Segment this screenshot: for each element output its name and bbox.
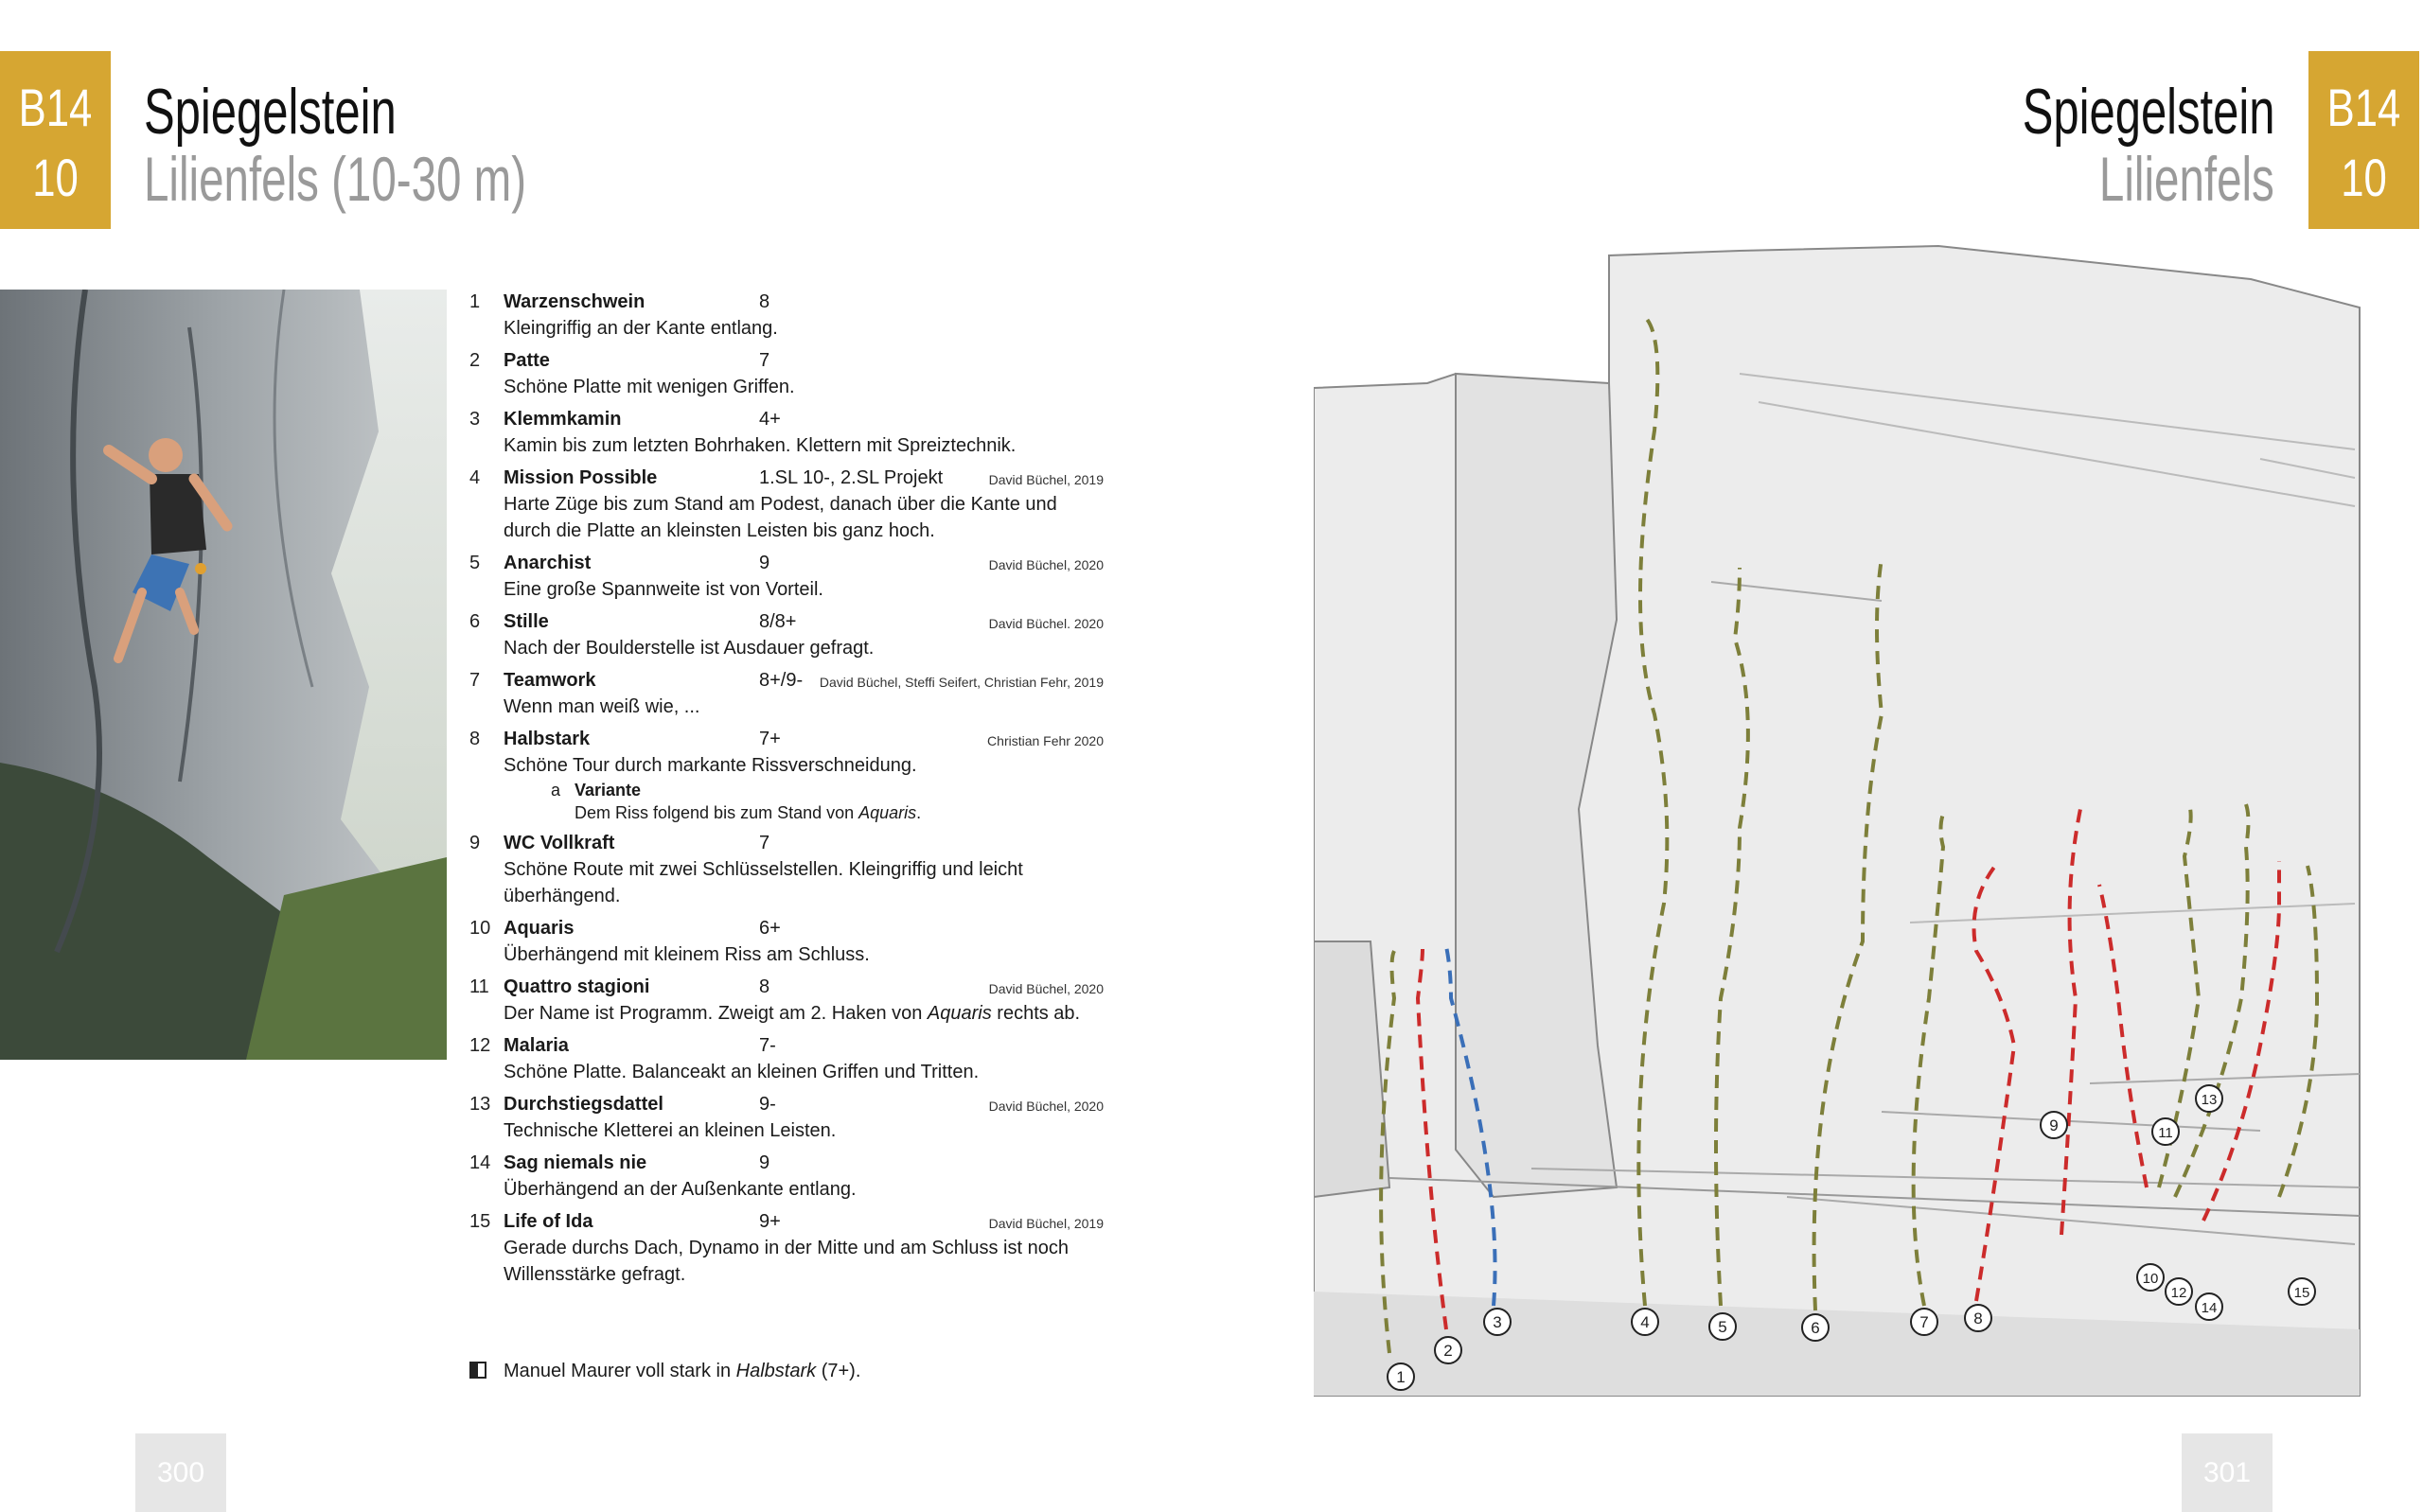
route-name: Sag niemals nie [504, 1152, 647, 1173]
svg-text:2: 2 [1443, 1342, 1453, 1360]
route-number: 1 [469, 291, 481, 312]
route-item [469, 608, 1104, 661]
route-number: 10 [469, 918, 491, 939]
photo-caption [469, 1361, 860, 1382]
variant-label: a [551, 781, 561, 800]
route-item [469, 667, 1104, 720]
route-description: Schöne Route mit zwei Schlüsselstellen. Kleingriffig und leicht überhängend. [504, 859, 1023, 906]
route-description: Überhängend mit kleinem Riss am Schluss. [504, 944, 870, 965]
route-list [469, 289, 1104, 1293]
route-name: Klemmkamin [504, 409, 622, 430]
route-grade: 9 [759, 553, 770, 573]
route-number: 13 [469, 1094, 491, 1115]
svg-text:12: 12 [2170, 1285, 2187, 1301]
route-number: 6 [469, 611, 481, 632]
route-name: Warzenschwein [504, 291, 646, 312]
svg-text:14: 14 [2201, 1300, 2218, 1316]
chapter-tab-left [0, 51, 111, 229]
route-description: Gerade durchs Dach, Dynamo in der Mitte und am Schluss ist noch Willensstärke gefragt. [504, 1238, 1069, 1285]
route-number: 8 [469, 729, 481, 749]
route-author: David Büchel, 2019 [988, 472, 1104, 487]
route-marker-1 [1388, 1363, 1414, 1390]
route-marker-8 [1965, 1305, 1991, 1331]
route-number: 12 [469, 1035, 491, 1056]
caption-text: Manuel Maurer voll stark in [504, 1361, 736, 1381]
route-marker-12 [2166, 1278, 2192, 1305]
route-item [469, 1208, 1104, 1288]
chapter-tab-right [2308, 51, 2419, 229]
svg-text:13: 13 [2201, 1092, 2218, 1108]
route-name: Halbstark [504, 729, 591, 749]
variant-desc-end: . [916, 803, 922, 822]
route-marker-5 [1709, 1313, 1736, 1340]
route-number: 9 [469, 833, 481, 853]
chapter-code: B14 [18, 78, 93, 137]
svg-text:4: 4 [1640, 1313, 1650, 1331]
route-item [469, 1032, 1104, 1085]
svg-text:10: 10 [2142, 1271, 2159, 1287]
svg-text:9: 9 [2049, 1116, 2059, 1134]
page-subtitle-right: Lilienfels [2099, 144, 2274, 214]
topo-drawing [1314, 241, 2364, 1410]
route-grade: 9 [759, 1152, 770, 1173]
svg-text:3: 3 [1493, 1313, 1502, 1331]
page-subtitle: Lilienfels (10-30 m) [144, 144, 527, 214]
route-marker-6 [1802, 1314, 1829, 1341]
route-description [504, 1000, 1104, 1027]
route-marker-2 [1435, 1337, 1461, 1363]
route-item [469, 550, 1104, 603]
route-number: 15 [469, 1211, 491, 1232]
route-grade: 7 [759, 350, 770, 371]
variant-name: Variante [575, 781, 642, 800]
route-desc-text: Der Name ist Programm. Zweigt am 2. Haken von [504, 1003, 928, 1024]
route-number: 11 [469, 976, 489, 997]
route-description: Eine große Spannweite ist von Vorteil. [504, 579, 823, 600]
route-marker-10 [2137, 1264, 2164, 1291]
route-number: 3 [469, 409, 481, 430]
svg-text:7: 7 [1919, 1313, 1929, 1331]
route-item [469, 465, 1104, 544]
route-number: 5 [469, 553, 481, 573]
route-desc-italic: Aquaris [927, 1003, 992, 1024]
route-item [469, 1091, 1104, 1144]
caption-marker-icon [469, 1362, 486, 1379]
route-marker-9 [2041, 1112, 2067, 1138]
route-grade: 8+/9- [759, 670, 804, 691]
route-description: Schöne Platte mit wenigen Griffen. [504, 377, 795, 397]
route-item [469, 830, 1104, 909]
route-name: Life of Ida [504, 1211, 593, 1232]
route-item [469, 406, 1104, 459]
route-item [469, 1150, 1104, 1203]
route-name: Anarchist [504, 553, 592, 573]
route-author: David Büchel, 2019 [988, 1216, 1104, 1231]
chapter-code: B14 [2326, 78, 2401, 137]
climber-photo [0, 290, 447, 1060]
route-name: Malaria [504, 1035, 569, 1056]
variant-desc-text: Dem Riss folgend bis zum Stand von [575, 803, 859, 822]
route-description: Wenn man weiß wie, ... [504, 696, 700, 717]
route-number: 2 [469, 350, 481, 371]
route-grade: 7+ [759, 729, 781, 749]
route-marker-11 [2152, 1118, 2179, 1145]
route-description: Schöne Tour durch markante Rissverschneidung. [504, 755, 917, 776]
route-name: Teamwork [504, 670, 596, 691]
svg-text:11: 11 [2158, 1125, 2173, 1141]
route-number: 4 [469, 467, 481, 488]
variant-desc-italic: Aquaris [858, 803, 917, 822]
page-title: Spiegelstein [144, 76, 397, 148]
svg-text:6: 6 [1811, 1319, 1820, 1337]
caption-italic: Halbstark [735, 1361, 817, 1381]
route-grade: 9- [759, 1094, 776, 1115]
variant-description [551, 801, 1104, 824]
route-item [469, 915, 1104, 968]
route-item [469, 347, 1104, 400]
route-name: Mission Possible [504, 467, 658, 488]
page-number-left: 300 [135, 1433, 226, 1512]
route-description: Nach der Boulderstelle ist Ausdauer gefragt. [504, 638, 875, 659]
route-author: David Büchel, 2020 [988, 557, 1104, 572]
route-name: Patte [504, 350, 550, 371]
chapter-number: 10 [32, 148, 79, 207]
page-title-right: Spiegelstein [2022, 76, 2274, 148]
route-name: Stille [504, 611, 549, 632]
route-description: Harte Züge bis zum Stand am Podest, danach über die Kante und durch die Platte an kleinsten Leisten bis ganz hoch. [504, 494, 1057, 541]
route-marker-13 [2196, 1085, 2222, 1112]
route-description: Technische Kletterei an kleinen Leisten. [504, 1120, 837, 1141]
svg-text:5: 5 [1718, 1318, 1727, 1336]
route-description: Schöne Platte. Balanceakt an kleinen Griffen und Tritten. [504, 1062, 980, 1082]
route-description: Überhängend an der Außenkante entlang. [504, 1179, 857, 1200]
route-number: 14 [469, 1152, 491, 1173]
route-marker-4 [1632, 1309, 1658, 1335]
route-grade: 7- [759, 1035, 776, 1056]
route-name: WC Vollkraft [504, 833, 615, 853]
chapter-number: 10 [2341, 148, 2387, 207]
svg-text:8: 8 [1973, 1310, 1983, 1327]
caption-end: (7+). [816, 1361, 861, 1381]
route-variant [504, 779, 1104, 824]
route-grade: 8 [759, 976, 770, 997]
route-description: Kleingriffig an der Kante entlang. [504, 318, 778, 339]
route-marker-15 [2289, 1278, 2315, 1305]
route-grade: 7 [759, 833, 770, 853]
route-marker-3 [1484, 1309, 1511, 1335]
route-author: Christian Fehr 2020 [987, 733, 1104, 748]
route-name: Durchstiegsdattel [504, 1094, 663, 1115]
page-number-right: 301 [2182, 1433, 2273, 1512]
svg-text:1: 1 [1396, 1368, 1406, 1386]
route-item [469, 289, 1104, 342]
route-name: Quattro stagioni [504, 976, 650, 997]
route-number: 7 [469, 670, 481, 691]
route-author: David Büchel, Steffi Seifert, Christian Fehr, 2019 [819, 675, 1104, 690]
route-author: David Büchel, 2020 [988, 981, 1104, 996]
route-desc-end: rechts ab. [991, 1003, 1081, 1024]
route-item [469, 974, 1104, 1027]
route-grade: 8/8+ [759, 611, 797, 632]
route-description: Kamin bis zum letzten Bohrhaken. Klettern mit Spreiztechnik. [504, 435, 1017, 456]
svg-text:15: 15 [2293, 1285, 2310, 1301]
route-grade: 9+ [759, 1211, 781, 1232]
route-marker-14 [2196, 1293, 2222, 1320]
route-author: David Büchel, 2020 [988, 1099, 1104, 1114]
route-grade: 8 [759, 291, 770, 312]
route-name: Aquaris [504, 918, 575, 939]
route-item [469, 726, 1104, 824]
route-author: David Büchel. 2020 [988, 616, 1104, 631]
route-marker-7 [1911, 1309, 1937, 1335]
route-grade: 6+ [759, 918, 781, 939]
route-grade: 4+ [759, 409, 781, 430]
route-grade: 1.SL 10-, 2.SL Projekt [759, 467, 944, 488]
